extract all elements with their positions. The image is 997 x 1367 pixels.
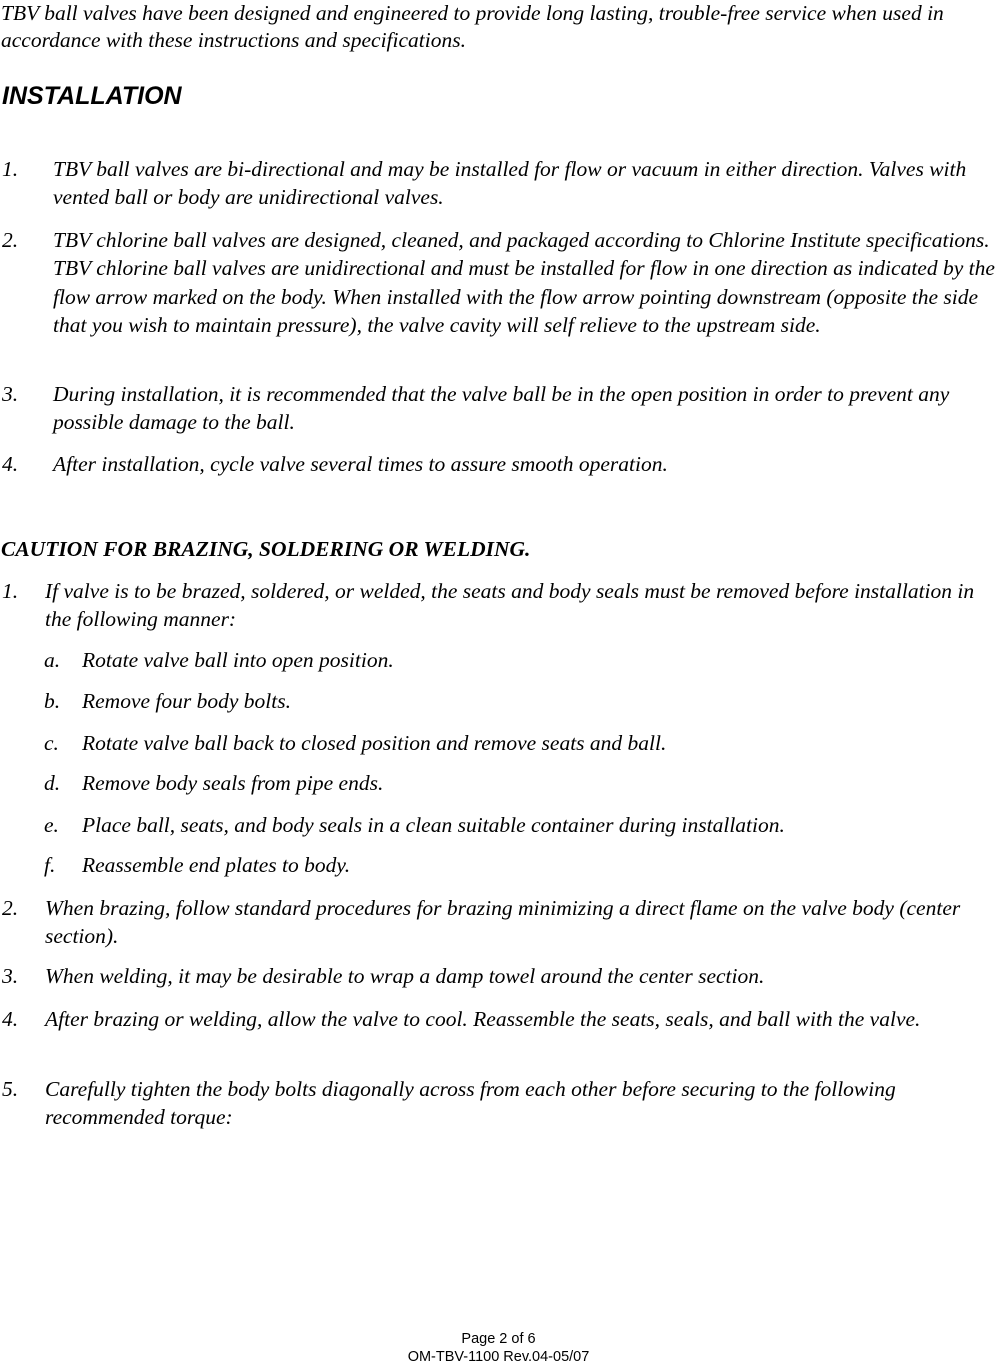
item-text: TBV ball valves are bi-directional and may be installed for flow or vacuum in either direction. Valves with vented ball or body are unidirectional valves. [53,157,967,210]
subitem-text: Remove four body bolts. [82,689,291,713]
item-number: 1. [2,579,19,603]
item-text: If valve is to be brazed, soldered, or welded, the seats and body seals must be removed before installation in the following manner: [45,579,975,632]
installation-heading: INSTALLATION [2,82,182,110]
item-text: When welding, it may be desirable to wrap a damp towel around the center section. [45,964,765,988]
item-number: 2. [2,228,19,252]
subitem-letter: a. [44,648,61,672]
item-text: During installation, it is recommended that the valve ball be in the open position in order to prevent any possible damage to the ball. [53,382,950,435]
item-number: 4. [2,1007,19,1031]
subitem-letter: e. [44,813,59,837]
item-text: When brazing, follow standard procedures for brazing minimizing a direct flame on the valve body (center section). [45,896,961,949]
page-number: Page 2 of 6 [461,1331,536,1347]
intro-paragraph: TBV ball valves have been designed and engineered to provide long lasting, trouble-free service when used in accordance with these instructions and specifications. [1,1,944,52]
caution-heading: CAUTION FOR BRAZING, SOLDERING OR WELDING. [1,537,531,561]
item-number: 2. [2,896,19,920]
subitem-text: Remove body seals from pipe ends. [82,771,384,795]
item-number: 4. [2,452,19,476]
item-text: Carefully tighten the body bolts diagonally across from each other before securing to the following recommended torque: [45,1077,896,1130]
subitem-letter: f. [44,853,56,877]
subitem-letter: c. [44,731,59,755]
document-id: OM-TBV-1100 Rev.04-05/07 [407,1349,590,1365]
subitem-text: Rotate valve ball into open position. [82,648,394,672]
subitem-letter: d. [44,771,61,795]
item-number: 1. [2,157,19,181]
item-number: 3. [2,382,19,406]
item-number: 5. [2,1077,19,1101]
subitem-text: Reassemble end plates to body. [82,853,351,877]
subitem-text: Rotate valve ball back to closed position and remove seats and ball. [82,731,667,755]
item-text: After brazing or welding, allow the valve to cool. Reassemble the seats, seals, and ball with the valve. [45,1007,921,1031]
item-text: TBV chlorine ball valves are designed, cleaned, and packaged according to Chlorine Institute specifications. TBV chlorine ball valves are unidirectional and must be installed for flow in one direction as indicated by the flow arrow marked on the body. When installed with the flow arrow pointing downstream (opposite the side that you wish to maintain pressure), the valve cavity will self relieve to the upstream side. [53,228,995,337]
item-text: After installation, cycle valve several times to assure smooth operation. [53,452,668,476]
subitem-text: Place ball, seats, and body seals in a clean suitable container during installation. [82,813,785,837]
subitem-letter: b. [44,689,61,713]
item-number: 3. [2,964,19,988]
